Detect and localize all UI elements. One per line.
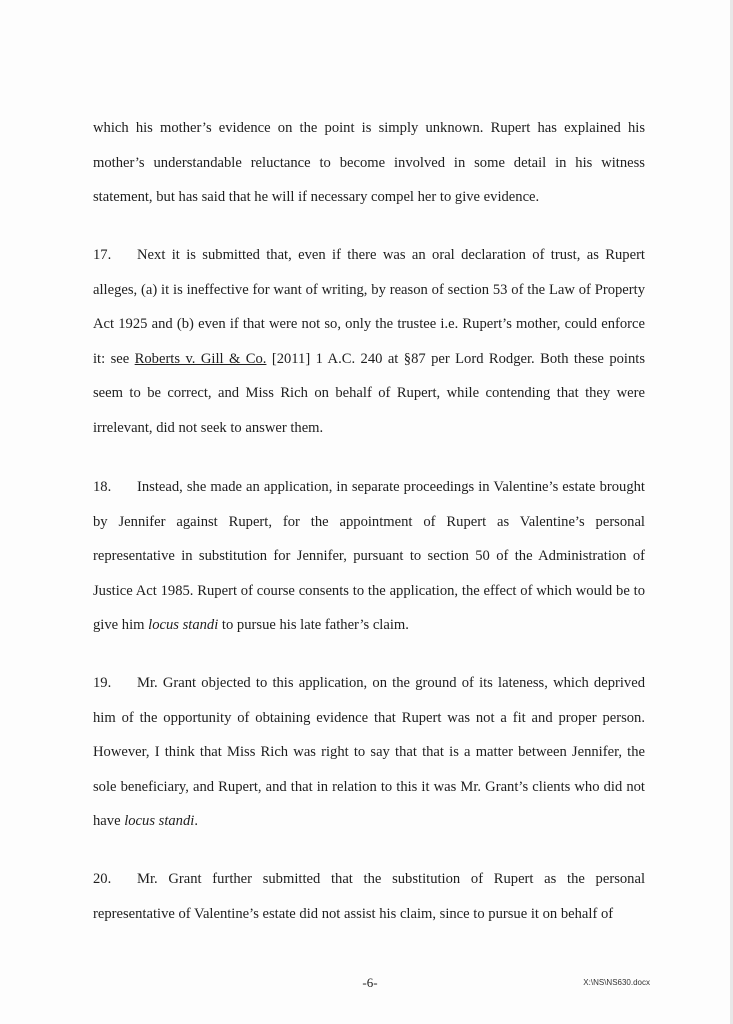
paragraph-number: 19. [93, 675, 112, 691]
paragraph-20 [93, 862, 645, 931]
paragraph-text: . [194, 813, 198, 830]
paragraph-text: Mr. Grant further submitted that the substitution of Rupert as the personal representative of Valentine’s estate did not assist his claim, since to pursue it on behalf of [93, 871, 645, 922]
paragraph-19 [93, 666, 645, 839]
paragraph-continued [93, 111, 645, 215]
paragraph-text: [2011] 1 A.C. 240 at §87 per Lord Rodger. Both these points seem to be correct, and Miss Rich on behalf of Rupert, while contending that they were irrelevant, did not seek to answer them. [93, 350, 645, 436]
paragraph-number: 17. [93, 247, 112, 263]
paragraph-text: Next it is submitted that, even if there was an oral declaration of trust, as Rupert alleges, (a) it is ineffective for want of writing, by reason of section 53 of the Law of Property Act 1925 and (b) even if that were not so, only the trustee i.e. Rupert’s mother, could enforce it: see [93, 247, 645, 367]
paragraph-17 [93, 238, 645, 446]
paragraph-text: Mr. Grant objected to this application, on the ground of its lateness, which deprived him of the opportunity of obtaining evidence that Rupert was not a fit and proper person. However, I think that Miss Rich was right to say that that is a matter between Jennifer, the sole beneficiary, and Rupert, and that in relation to this it was Mr. Grant’s clients who did not have [93, 675, 645, 830]
file-reference: X:\NS\NS630.docx [583, 978, 650, 987]
paragraph-text: which his mother’s evidence on the point is simply unknown. Rupert has explained his mother’s understandable reluctance to become involved in some detail in his witness statement, but has said that he will if necessary compel her to give evidence. [93, 120, 645, 206]
page-number: -6- [362, 975, 378, 990]
latin-term: locus standi [148, 617, 219, 634]
paragraph-18 [93, 470, 645, 643]
latin-term: locus standi [124, 813, 195, 830]
paragraph-text: to pursue his late father’s claim. [218, 617, 409, 634]
paragraph-text: Instead, she made an application, in separate proceedings in Valentine’s estate brought by Jennifer against Rupert, for the appointment of Rupert as Valentine’s personal representative in substitution for Jennifer, pursuant to section 50 of the Administration of Justice Act 1985. Rupert of course consents to the application, the effect of which would be to give him [93, 479, 645, 634]
case-citation: Roberts v. Gill & Co. [134, 350, 267, 367]
paragraph-number: 18. [93, 479, 112, 495]
paragraph-number: 20. [93, 871, 112, 887]
